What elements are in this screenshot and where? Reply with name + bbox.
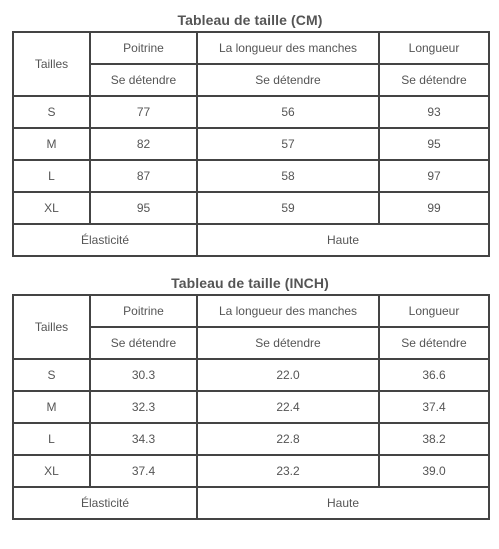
table-title: Tableau de taille (INCH) <box>171 275 329 291</box>
table-row <box>13 455 489 487</box>
footer-row <box>13 487 489 519</box>
size-cell: L <box>13 160 90 192</box>
value-cell: 56 <box>197 96 379 128</box>
elasticity-value: Haute <box>197 487 489 519</box>
column-header-chest: Poitrine <box>90 295 197 327</box>
header-row <box>13 32 489 64</box>
value-cell: 39.0 <box>379 455 489 487</box>
size-header-cell: Tailles <box>13 32 90 96</box>
value-cell: 87 <box>90 160 197 192</box>
column-header-chest: Poitrine <box>90 32 197 64</box>
size-table-cm <box>12 31 490 257</box>
table-row <box>13 423 489 455</box>
table-row <box>13 96 489 128</box>
elasticity-value: Haute <box>197 224 489 256</box>
table-row <box>13 160 489 192</box>
value-cell: 22.8 <box>197 423 379 455</box>
size-chart-cm <box>12 9 488 257</box>
size-cell: M <box>13 128 90 160</box>
sub-header-cell: Se détendre <box>379 64 489 96</box>
size-cell: S <box>13 96 90 128</box>
size-cell: XL <box>13 455 90 487</box>
value-cell: 59 <box>197 192 379 224</box>
footer-row <box>13 224 489 256</box>
value-cell: 37.4 <box>90 455 197 487</box>
size-chart-inch <box>12 272 488 520</box>
value-cell: 58 <box>197 160 379 192</box>
size-header-cell: Tailles <box>13 295 90 359</box>
table-row <box>13 359 489 391</box>
value-cell: 34.3 <box>90 423 197 455</box>
value-cell: 57 <box>197 128 379 160</box>
size-table-inch <box>12 294 490 520</box>
value-cell: 99 <box>379 192 489 224</box>
value-cell: 95 <box>90 192 197 224</box>
elasticity-label: Élasticité <box>13 487 197 519</box>
sub-header-cell: Se détendre <box>90 64 197 96</box>
value-cell: 22.0 <box>197 359 379 391</box>
value-cell: 23.2 <box>197 455 379 487</box>
elasticity-label: Élasticité <box>13 224 197 256</box>
size-cell: M <box>13 391 90 423</box>
column-header-length: Longueur <box>379 32 489 64</box>
table-title: Tableau de taille (CM) <box>177 12 323 28</box>
value-cell: 97 <box>379 160 489 192</box>
column-header-sleeve-length: La longueur des manches <box>197 32 379 64</box>
value-cell: 77 <box>90 96 197 128</box>
table-row <box>13 192 489 224</box>
value-cell: 37.4 <box>379 391 489 423</box>
column-header-length: Longueur <box>379 295 489 327</box>
value-cell: 30.3 <box>90 359 197 391</box>
size-cell: XL <box>13 192 90 224</box>
value-cell: 22.4 <box>197 391 379 423</box>
table-row <box>13 391 489 423</box>
sub-header-cell: Se détendre <box>197 327 379 359</box>
size-cell: S <box>13 359 90 391</box>
value-cell: 36.6 <box>379 359 489 391</box>
value-cell: 38.2 <box>379 423 489 455</box>
value-cell: 82 <box>90 128 197 160</box>
sub-header-cell: Se détendre <box>197 64 379 96</box>
sub-header-cell: Se détendre <box>379 327 489 359</box>
value-cell: 95 <box>379 128 489 160</box>
header-row <box>13 295 489 327</box>
size-cell: L <box>13 423 90 455</box>
column-header-sleeve-length: La longueur des manches <box>197 295 379 327</box>
value-cell: 93 <box>379 96 489 128</box>
table-row <box>13 128 489 160</box>
value-cell: 32.3 <box>90 391 197 423</box>
sub-header-cell: Se détendre <box>90 327 197 359</box>
